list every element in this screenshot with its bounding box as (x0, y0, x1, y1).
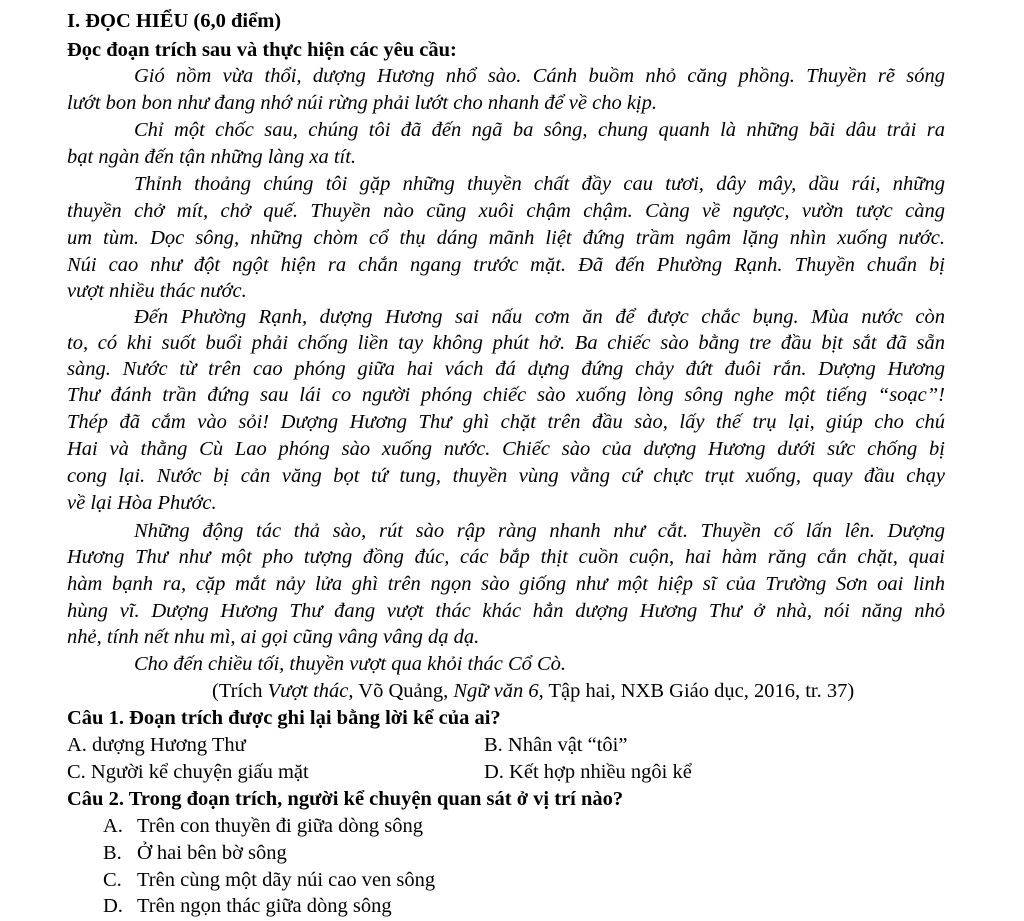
source-book-title: Ngữ văn 6 (453, 680, 539, 702)
option-text: Trên ngọn thác giữa dòng sông (137, 895, 392, 917)
passage-line: Thỉnh thoảng chúng tôi gặp những thuyền chất đầy cau tươi, dây mây, dầu rái, những (134, 173, 945, 195)
q1-option-d[interactable]: D. Kết hợp nhiều ngôi kể (484, 761, 692, 783)
passage-line: cong lại. Nước bị cản văng bọt tứ tung, thuyền vùng vằng cứ chực trụt xuống, quay đầu chạy (67, 465, 945, 487)
q1-option-c[interactable]: C. Người kể chuyện giấu mặt (67, 761, 309, 783)
passage-line: to, có khi suốt buổi phải chống liền tay không phút hở. Ba chiếc sào bằng tre đầu bịt sắt đã sẵn (67, 332, 945, 354)
source-publication: , Tập hai, NXB Giáo dục, 2016, tr. 37) (538, 680, 855, 702)
q2-option-c[interactable] (103, 867, 435, 893)
passage-line: Những động tác thả sào, rút sào rập ràng nhanh như cắt. Thuyền cố lấn lên. Dượng (134, 520, 945, 542)
option-text: Trên con thuyền đi giữa dòng sông (137, 815, 423, 837)
q2-option-a[interactable] (103, 813, 423, 839)
passage-line: Đến Phường Rạnh, dượng Hương sai nấu cơm ăn để được chắc bụng. Mùa nước còn (134, 306, 945, 328)
passage-line: Thép đã cắm vào sỏi! Dượng Hương Thư ghì chặt trên đầu sào, lấy thế trụ lại, giúp cho chú (67, 411, 945, 433)
passage-line: Núi cao như đột ngột hiện ra chắn ngang trước mặt. Đã đến Phường Rạnh. Thuyền chuẩn bị (67, 254, 945, 276)
instruction-heading: Đọc đoạn trích sau và thực hiện các yêu cầu: (67, 39, 457, 61)
q2-option-b[interactable] (103, 840, 287, 866)
option-letter: D. (103, 895, 123, 917)
source-author: , Võ Quảng, (348, 680, 454, 702)
passage-line: thuyền chở mít, chở quế. Thuyền nào cũng xuôi chậm chậm. Càng về ngược, vườn tược càng (67, 200, 945, 222)
passage-line: Cho đến chiều tối, thuyền vượt qua khỏi thác Cổ Cò. (134, 653, 567, 675)
option-letter: B. (103, 842, 122, 864)
passage-line: bạt ngàn đến tận những làng xa tít. (67, 146, 357, 168)
source-prefix: (Trích (212, 680, 268, 702)
passage-line: Hai và thằng Cù Lao phóng sào xuống nước. Chiếc sào của dượng Hương dưới sức chống bị (67, 438, 945, 460)
passage-line: về lại Hòa Phước. (67, 492, 217, 514)
q1-option-b[interactable]: B. Nhân vật “tôi” (484, 734, 628, 756)
passage-line: hàm bạnh ra, cặp mắt nảy lửa ghì trên ngọn sào giống như một hiệp sĩ của Trường Sơn oai linh (67, 573, 945, 595)
passage-line: sàng. Nước từ trên cao phóng giữa hai vách đá dựng đứng chảy đứt đuôi rắn. Dượng Hương (67, 358, 945, 380)
section-title: I. ĐỌC HIỂU (6,0 điểm) (67, 10, 282, 32)
option-text: Ở hai bên bờ sông (137, 842, 287, 864)
q2-option-d[interactable] (103, 893, 392, 919)
passage-line: um tùm. Dọc sông, những chòm cổ thụ dáng mãnh liệt đứng trầm ngâm lặng nhìn xuống nước. (67, 227, 945, 249)
question-2: Câu 2. Trong đoạn trích, người kể chuyện quan sát ở vị trí nào? (67, 788, 624, 810)
passage-line: lướt bon bon như đang nhớ núi rừng phải lướt cho nhanh để về cho kịp. (67, 92, 657, 114)
option-letter: A. (103, 815, 123, 837)
source-citation (212, 678, 945, 704)
source-work-title: Vượt thác (267, 680, 349, 702)
option-letter: C. (103, 869, 122, 891)
passage-line: Thư đánh trần đứng sau lái co người phóng chiếc sào xuống lòng sông nghe một tiếng “soạc”! (67, 384, 945, 406)
passage-line: vượt nhiều thác nước. (67, 280, 247, 302)
q1-option-a[interactable]: A. dượng Hương Thư (67, 734, 246, 756)
option-text: Trên cùng một dãy núi cao ven sông (137, 869, 436, 891)
passage-line: nhẻ, tính nết nhu mì, ai gọi cũng vâng vâng dạ dạ. (67, 626, 480, 648)
question-1: Câu 1. Đoạn trích được ghi lại bằng lời kể của ai? (67, 707, 501, 729)
passage-line: hùng vĩ. Dượng Hương Thư đang vượt thác khác hẳn dượng Hương Thư ở nhà, nói năng nhỏ (67, 600, 945, 622)
passage-line: Chỉ một chốc sau, chúng tôi đã đến ngã ba sông, chung quanh là những bãi dâu trải ra (134, 119, 945, 141)
passage-line: Gió nồm vừa thổi, dượng Hương nhổ sào. Cánh buồm nhỏ căng phồng. Thuyền rẽ sóng (134, 65, 945, 87)
passage-line: Hương Thư như một pho tượng đồng đúc, các bắp thịt cuồn cuộn, hai hàm răng cắn chặt, quai (67, 546, 945, 568)
